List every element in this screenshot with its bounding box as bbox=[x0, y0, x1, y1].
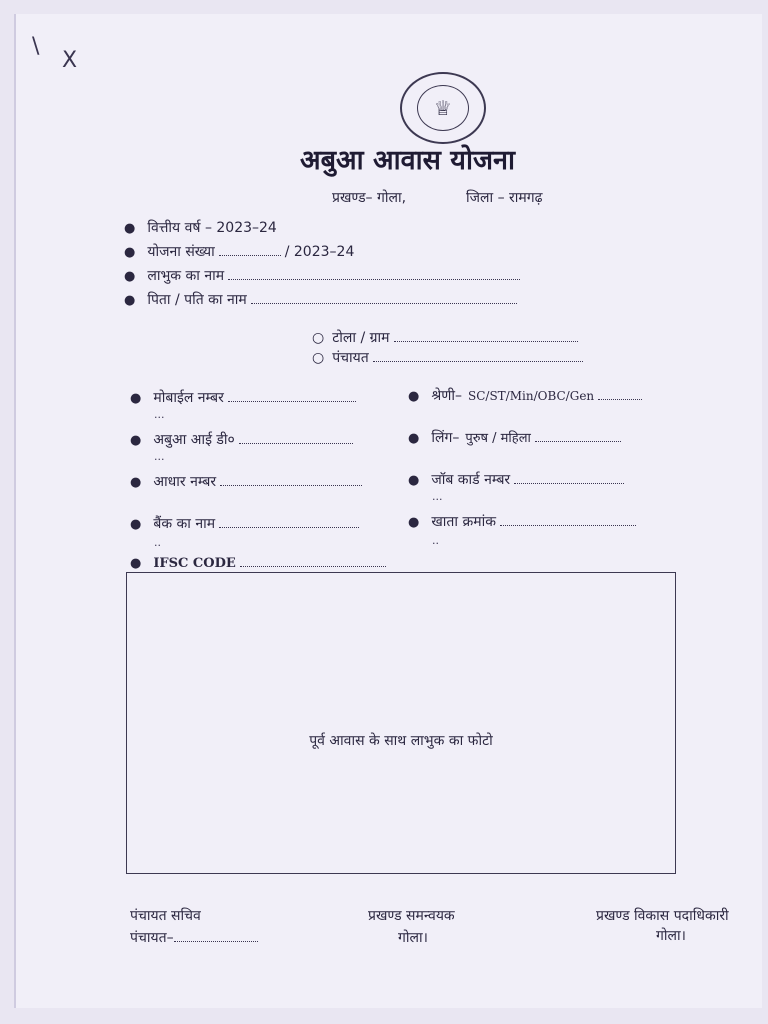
field-gender: ● लिंग– पुरुष / महिला bbox=[408, 428, 621, 447]
block-label: प्रखण्ड– गोला, bbox=[332, 190, 407, 206]
fill-line[interactable] bbox=[535, 431, 621, 442]
fill-line[interactable] bbox=[394, 331, 578, 342]
fill-line[interactable] bbox=[219, 245, 281, 256]
bullet-icon: ● bbox=[124, 245, 136, 260]
bullet-icon: ● bbox=[124, 269, 136, 284]
fill-line[interactable] bbox=[598, 389, 642, 400]
fill-line[interactable] bbox=[514, 473, 624, 484]
photo-box[interactable] bbox=[126, 572, 676, 874]
fill-line[interactable] bbox=[500, 515, 636, 526]
bullet-icon: ● bbox=[124, 293, 136, 308]
bullet-icon: ● bbox=[408, 515, 420, 530]
bullet-icon: ● bbox=[130, 433, 142, 448]
bullet-icon: ● bbox=[130, 391, 142, 406]
bullet-icon: ● bbox=[130, 475, 142, 490]
signature-panchayat-secretary: पंचायत सचिव bbox=[130, 908, 201, 924]
field-financial-year: ● वित्तीय वर्ष – 2023–24 bbox=[124, 220, 277, 236]
fill-line[interactable] bbox=[373, 351, 583, 362]
bullet-icon: ● bbox=[130, 517, 142, 532]
field-tola-village: ○ टोला / ग्राम bbox=[312, 328, 578, 347]
field-ifsc: ● IFSC CODE bbox=[130, 556, 386, 571]
fill-line[interactable] bbox=[220, 475, 362, 486]
signature-block-coordinator: प्रखण्ड समन्वयक bbox=[368, 908, 455, 924]
fill-line[interactable] bbox=[239, 433, 353, 444]
field-scheme-number: ● योजना संख्या / 2023–24 bbox=[124, 244, 355, 260]
field-abua-id: ● अबुआ आई डी० bbox=[130, 430, 353, 449]
bullet-icon: ● bbox=[124, 221, 136, 236]
emblem-seal-icon: ♕ bbox=[400, 72, 486, 144]
signature-block-coordinator-place: गोला। bbox=[398, 930, 428, 946]
field-account-number: ● खाता क्रमांक bbox=[408, 512, 636, 531]
signature-panchayat-line: पंचायत– bbox=[130, 928, 258, 947]
bullet-icon: ● bbox=[130, 556, 142, 571]
corner-mark-x: X bbox=[62, 48, 78, 73]
field-father-husband-name: ● पिता / पति का नाम bbox=[124, 290, 517, 309]
field-mobile: ● मोबाईल नम्बर bbox=[130, 388, 356, 407]
fill-line[interactable] bbox=[228, 269, 520, 280]
photo-label: पूर्व आवास के साथ लाभुक का फोटो bbox=[309, 733, 493, 749]
bullet-icon: ● bbox=[408, 389, 420, 404]
field-category: ● श्रेणी– SC/ST/Min/OBC/Gen bbox=[408, 386, 642, 405]
circle-bullet-icon: ○ bbox=[312, 350, 325, 366]
field-job-card: ● जॉब कार्ड नम्बर bbox=[408, 470, 624, 489]
circle-bullet-icon: ○ bbox=[312, 330, 325, 346]
page-title: अबुआ आवास योजना bbox=[300, 145, 515, 176]
bullet-icon: ● bbox=[408, 473, 420, 488]
field-aadhaar: ● आधार नम्बर bbox=[130, 472, 362, 491]
bullet-icon: ● bbox=[408, 431, 420, 446]
signature-bdo: प्रखण्ड विकास पदाधिकारी bbox=[596, 908, 729, 924]
fill-line[interactable] bbox=[174, 931, 258, 942]
fill-line[interactable] bbox=[228, 391, 356, 402]
corner-mark-slash: \ bbox=[32, 34, 40, 59]
field-beneficiary-name: ● लाभुक का नाम bbox=[124, 266, 520, 285]
district-label: जिला – रामगढ़ bbox=[466, 190, 543, 206]
fill-line[interactable] bbox=[240, 556, 386, 567]
field-panchayat: ○ पंचायत bbox=[312, 348, 583, 367]
field-bank-name: ● बैंक का नाम bbox=[130, 514, 359, 533]
signature-bdo-place: गोला। bbox=[656, 928, 686, 944]
fill-line[interactable] bbox=[251, 293, 517, 304]
fill-line[interactable] bbox=[219, 517, 359, 528]
